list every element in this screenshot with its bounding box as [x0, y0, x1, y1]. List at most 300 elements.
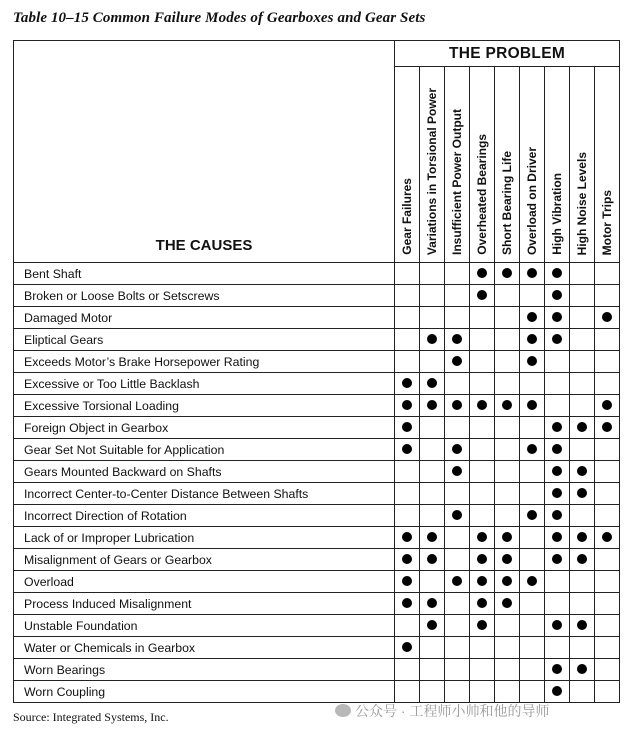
cause-label: Excessive or Too Little Backlash: [14, 373, 395, 395]
table-cell: [495, 659, 520, 681]
table-cell: [495, 637, 520, 659]
table-cell: [520, 527, 545, 549]
cause-label: Process Induced Misalignment: [14, 593, 395, 615]
bullet-dot-icon: [477, 400, 487, 410]
table-cell: [595, 549, 620, 571]
table-cell: [445, 351, 470, 373]
bullet-dot-icon: [527, 356, 537, 366]
table-cell: [545, 571, 570, 593]
table-cell: [495, 505, 520, 527]
table-cell: [495, 263, 520, 285]
table-cell: [470, 329, 495, 351]
table-cell: [420, 351, 445, 373]
bullet-dot-icon: [552, 290, 562, 300]
table-cell: [595, 571, 620, 593]
table-cell: [520, 659, 545, 681]
table-cell: [545, 505, 570, 527]
table-cell: [520, 549, 545, 571]
cause-label: Worn Coupling: [14, 681, 395, 703]
bullet-dot-icon: [477, 268, 487, 278]
table-cell: [470, 285, 495, 307]
table-cell: [595, 483, 620, 505]
problem-header: THE PROBLEM: [395, 41, 620, 67]
table-cell: [395, 659, 420, 681]
table-cell: [395, 285, 420, 307]
bullet-dot-icon: [402, 532, 412, 542]
table-cell: [395, 483, 420, 505]
bullet-dot-icon: [452, 400, 462, 410]
table-title: Table 10–15 Common Failure Modes of Gearboxes and Gear Sets: [13, 10, 426, 26]
table-cell: [395, 395, 420, 417]
table-cell: [520, 571, 545, 593]
table-cell: [420, 439, 445, 461]
table-cell: [395, 527, 420, 549]
column-header-label: Motor Trips: [600, 189, 614, 255]
table-cell: [595, 285, 620, 307]
cause-label: Worn Bearings: [14, 659, 395, 681]
table-cell: [595, 395, 620, 417]
table-cell: [420, 593, 445, 615]
table-cell: [545, 593, 570, 615]
table-cell: [545, 659, 570, 681]
table-cell: [420, 329, 445, 351]
bullet-dot-icon: [552, 466, 562, 476]
table-cell: [545, 615, 570, 637]
table-cell: [520, 681, 545, 703]
bullet-dot-icon: [452, 466, 462, 476]
table-cell: [570, 351, 595, 373]
table-cell: [570, 593, 595, 615]
cause-label: Incorrect Direction of Rotation: [14, 505, 395, 527]
bullet-dot-icon: [427, 378, 437, 388]
cause-label: Excessive Torsional Loading: [14, 395, 395, 417]
bullet-dot-icon: [602, 400, 612, 410]
table-cell: [395, 593, 420, 615]
bullet-dot-icon: [427, 554, 437, 564]
table-cell: [520, 615, 545, 637]
table-cell: [470, 395, 495, 417]
bullet-dot-icon: [602, 422, 612, 432]
source-note: Source: Integrated Systems, Inc.: [13, 710, 169, 724]
table-cell: [495, 373, 520, 395]
bullet-dot-icon: [502, 532, 512, 542]
column-header-label: Insufficient Power Output: [450, 109, 464, 255]
table-cell: [420, 527, 445, 549]
table-cell: [495, 527, 520, 549]
table-cell: [470, 439, 495, 461]
bullet-dot-icon: [527, 576, 537, 586]
table-cell: [420, 285, 445, 307]
table-cell: [470, 659, 495, 681]
table-cell: [595, 329, 620, 351]
bullet-dot-icon: [427, 620, 437, 630]
bullet-dot-icon: [552, 532, 562, 542]
table-cell: [520, 285, 545, 307]
table-cell: [445, 615, 470, 637]
table-cell: [570, 373, 595, 395]
bullet-dot-icon: [552, 620, 562, 630]
table-cell: [470, 571, 495, 593]
cause-label: Eliptical Gears: [14, 329, 395, 351]
table-cell: [545, 527, 570, 549]
bullet-dot-icon: [452, 576, 462, 586]
bullet-dot-icon: [577, 422, 587, 432]
table-cell: [395, 351, 420, 373]
bullet-dot-icon: [402, 444, 412, 454]
table-cell: [595, 527, 620, 549]
bullet-dot-icon: [577, 554, 587, 564]
table-cell: [445, 593, 470, 615]
table-row: [14, 593, 620, 615]
bullet-dot-icon: [477, 576, 487, 586]
wechat-icon: [335, 704, 351, 717]
bullet-dot-icon: [427, 400, 437, 410]
table-cell: [420, 483, 445, 505]
bullet-dot-icon: [477, 290, 487, 300]
table-cell: [520, 417, 545, 439]
table-cell: [420, 373, 445, 395]
table-cell: [445, 659, 470, 681]
table-cell: [420, 659, 445, 681]
table-cell: [570, 681, 595, 703]
table-cell: [545, 373, 570, 395]
table-cell: [570, 263, 595, 285]
bullet-dot-icon: [577, 532, 587, 542]
table-cell: [420, 417, 445, 439]
table-cell: [495, 351, 520, 373]
bullet-dot-icon: [427, 532, 437, 542]
cause-label: Water or Chemicals in Gearbox: [14, 637, 395, 659]
bullet-dot-icon: [577, 620, 587, 630]
bullet-dot-icon: [402, 554, 412, 564]
table-cell: [570, 461, 595, 483]
table-cell: [445, 285, 470, 307]
table-cell: [445, 373, 470, 395]
table-cell: [570, 527, 595, 549]
table-cell: [420, 395, 445, 417]
table-row: [14, 615, 620, 637]
bullet-dot-icon: [452, 334, 462, 344]
table-cell: [495, 417, 520, 439]
bullet-dot-icon: [477, 620, 487, 630]
table-cell: [395, 373, 420, 395]
table-row: [14, 637, 620, 659]
cause-label: Damaged Motor: [14, 307, 395, 329]
table-cell: [420, 461, 445, 483]
table-cell: [570, 329, 595, 351]
table-cell: [445, 395, 470, 417]
table-cell: [470, 527, 495, 549]
table-cell: [445, 307, 470, 329]
table-cell: [520, 593, 545, 615]
table-row: [14, 329, 620, 351]
table-cell: [595, 373, 620, 395]
table-row: [14, 549, 620, 571]
bullet-dot-icon: [477, 598, 487, 608]
bullet-dot-icon: [552, 444, 562, 454]
table-cell: [395, 263, 420, 285]
table-cell: [495, 549, 520, 571]
table-cell: [470, 615, 495, 637]
table-row: [14, 395, 620, 417]
bullet-dot-icon: [477, 554, 487, 564]
table-row: [14, 417, 620, 439]
column-header: [470, 67, 495, 263]
column-header-label: Overheated Bearings: [475, 134, 489, 255]
table-cell: [545, 351, 570, 373]
table-row: [14, 307, 620, 329]
table-cell: [520, 307, 545, 329]
table-cell: [445, 263, 470, 285]
table-cell: [395, 571, 420, 593]
table-cell: [545, 681, 570, 703]
bullet-dot-icon: [552, 268, 562, 278]
table-cell: [520, 483, 545, 505]
table-cell: [595, 439, 620, 461]
column-header-label: Variations in Torsional Power: [425, 87, 439, 255]
bullet-dot-icon: [577, 664, 587, 674]
table-row: [14, 439, 620, 461]
bullet-dot-icon: [502, 576, 512, 586]
bullet-dot-icon: [502, 598, 512, 608]
cause-label: Incorrect Center-to-Center Distance Between Shafts: [14, 483, 395, 505]
table-cell: [470, 351, 495, 373]
bullet-dot-icon: [402, 378, 412, 388]
bullet-dot-icon: [402, 576, 412, 586]
table-cell: [570, 483, 595, 505]
table-cell: [445, 483, 470, 505]
table-cell: [570, 615, 595, 637]
table-cell: [570, 285, 595, 307]
table-cell: [545, 263, 570, 285]
bullet-dot-icon: [402, 422, 412, 432]
table-cell: [420, 505, 445, 527]
table-cell: [520, 395, 545, 417]
column-header: [420, 67, 445, 263]
table-cell: [570, 439, 595, 461]
cause-label: Unstable Foundation: [14, 615, 395, 637]
bullet-dot-icon: [552, 686, 562, 696]
table-cell: [495, 461, 520, 483]
table-row: [14, 659, 620, 681]
bullet-dot-icon: [552, 422, 562, 432]
table-cell: [545, 329, 570, 351]
table-cell: [470, 307, 495, 329]
bullet-dot-icon: [502, 554, 512, 564]
column-header-label: High Noise Levels: [575, 151, 589, 255]
table-cell: [420, 549, 445, 571]
watermark-text: 公众号 · 工程师小帅和他的导师: [355, 703, 550, 719]
table-cell: [570, 417, 595, 439]
bullet-dot-icon: [552, 554, 562, 564]
table-cell: [420, 571, 445, 593]
table-cell: [445, 461, 470, 483]
bullet-dot-icon: [552, 488, 562, 498]
table-cell: [545, 439, 570, 461]
table-cell: [495, 285, 520, 307]
table-cell: [470, 681, 495, 703]
table-cell: [445, 329, 470, 351]
cause-label: Gears Mounted Backward on Shafts: [14, 461, 395, 483]
bullet-dot-icon: [527, 334, 537, 344]
table-cell: [395, 307, 420, 329]
bullet-dot-icon: [402, 598, 412, 608]
table-cell: [470, 263, 495, 285]
bullet-dot-icon: [527, 400, 537, 410]
table-cell: [595, 417, 620, 439]
bullet-dot-icon: [527, 312, 537, 322]
failure-modes-table: [13, 40, 620, 703]
table-cell: [520, 373, 545, 395]
table-cell: [545, 461, 570, 483]
column-header-label: Gear Failures: [400, 178, 414, 255]
table-cell: [445, 417, 470, 439]
table-cell: [495, 593, 520, 615]
table-cell: [395, 329, 420, 351]
table-cell: [395, 439, 420, 461]
bullet-dot-icon: [527, 444, 537, 454]
column-header: [595, 67, 620, 263]
table-cell: [520, 329, 545, 351]
table-cell: [595, 615, 620, 637]
table-cell: [520, 637, 545, 659]
table-cell: [570, 659, 595, 681]
bullet-dot-icon: [552, 664, 562, 674]
table-cell: [495, 571, 520, 593]
bullet-dot-icon: [602, 532, 612, 542]
bullet-dot-icon: [552, 510, 562, 520]
table-row: [14, 263, 620, 285]
bullet-dot-icon: [427, 334, 437, 344]
table-cell: [595, 681, 620, 703]
column-header: [545, 67, 570, 263]
table-row: [14, 351, 620, 373]
table-row: [14, 483, 620, 505]
watermark: [335, 701, 549, 721]
column-header-label: High Vibration: [550, 173, 564, 255]
table-cell: [545, 395, 570, 417]
bullet-dot-icon: [552, 334, 562, 344]
table-cell: [595, 505, 620, 527]
table-cell: [420, 307, 445, 329]
table-cell: [495, 681, 520, 703]
table-cell: [545, 307, 570, 329]
table-cell: [570, 395, 595, 417]
table-cell: [470, 417, 495, 439]
cause-label: Lack of or Improper Lubrication: [14, 527, 395, 549]
table-cell: [570, 637, 595, 659]
bullet-dot-icon: [402, 400, 412, 410]
table-cell: [395, 681, 420, 703]
table-cell: [470, 549, 495, 571]
bullet-dot-icon: [402, 642, 412, 652]
causes-table-body: [14, 263, 620, 703]
cause-label: Foreign Object in Gearbox: [14, 417, 395, 439]
table-cell: [545, 637, 570, 659]
cause-label: Exceeds Motor’s Brake Horsepower Rating: [14, 351, 395, 373]
column-header: [570, 67, 595, 263]
cause-label: Bent Shaft: [14, 263, 395, 285]
table-cell: [520, 505, 545, 527]
cause-label: Broken or Loose Bolts or Setscrews: [14, 285, 395, 307]
table-cell: [545, 483, 570, 505]
table-cell: [420, 637, 445, 659]
column-header: [520, 67, 545, 263]
table-cell: [495, 329, 520, 351]
causes-header: THE CAUSES: [14, 41, 395, 263]
table-cell: [495, 395, 520, 417]
table-cell: [520, 461, 545, 483]
bullet-dot-icon: [577, 488, 587, 498]
table-row: [14, 373, 620, 395]
bullet-dot-icon: [502, 268, 512, 278]
table-cell: [595, 461, 620, 483]
table-cell: [595, 351, 620, 373]
table-cell: [395, 505, 420, 527]
table-cell: [445, 439, 470, 461]
table-cell: [420, 681, 445, 703]
table-cell: [445, 549, 470, 571]
table-cell: [595, 263, 620, 285]
bullet-dot-icon: [527, 268, 537, 278]
cause-label: Misalignment of Gears or Gearbox: [14, 549, 395, 571]
bullet-dot-icon: [452, 444, 462, 454]
bullet-dot-icon: [552, 312, 562, 322]
table-cell: [495, 307, 520, 329]
table-cell: [470, 461, 495, 483]
table-cell: [395, 461, 420, 483]
table-cell: [470, 483, 495, 505]
bullet-dot-icon: [502, 400, 512, 410]
table-cell: [395, 549, 420, 571]
table-cell: [470, 505, 495, 527]
table-row: [14, 505, 620, 527]
table-row: [14, 285, 620, 307]
bullet-dot-icon: [577, 466, 587, 476]
table-cell: [520, 439, 545, 461]
table-cell: [445, 505, 470, 527]
table-cell: [470, 593, 495, 615]
table-cell: [445, 637, 470, 659]
table-cell: [495, 483, 520, 505]
table-row: [14, 461, 620, 483]
table-cell: [470, 373, 495, 395]
table-cell: [595, 659, 620, 681]
table-row: [14, 527, 620, 549]
table-cell: [395, 417, 420, 439]
column-header-label: Overload on Driver: [525, 146, 539, 255]
table-cell: [545, 417, 570, 439]
table-cell: [495, 439, 520, 461]
table-cell: [545, 549, 570, 571]
table-row: [14, 681, 620, 703]
table-cell: [520, 351, 545, 373]
cause-label: Overload: [14, 571, 395, 593]
table-row: [14, 571, 620, 593]
table-cell: [595, 637, 620, 659]
table-cell: [395, 615, 420, 637]
bullet-dot-icon: [452, 510, 462, 520]
table-cell: [520, 263, 545, 285]
column-header: [445, 67, 470, 263]
bullet-dot-icon: [602, 312, 612, 322]
table-cell: [570, 549, 595, 571]
table-cell: [595, 307, 620, 329]
table-cell: [420, 263, 445, 285]
table-cell: [445, 527, 470, 549]
table-cell: [595, 593, 620, 615]
bullet-dot-icon: [427, 598, 437, 608]
